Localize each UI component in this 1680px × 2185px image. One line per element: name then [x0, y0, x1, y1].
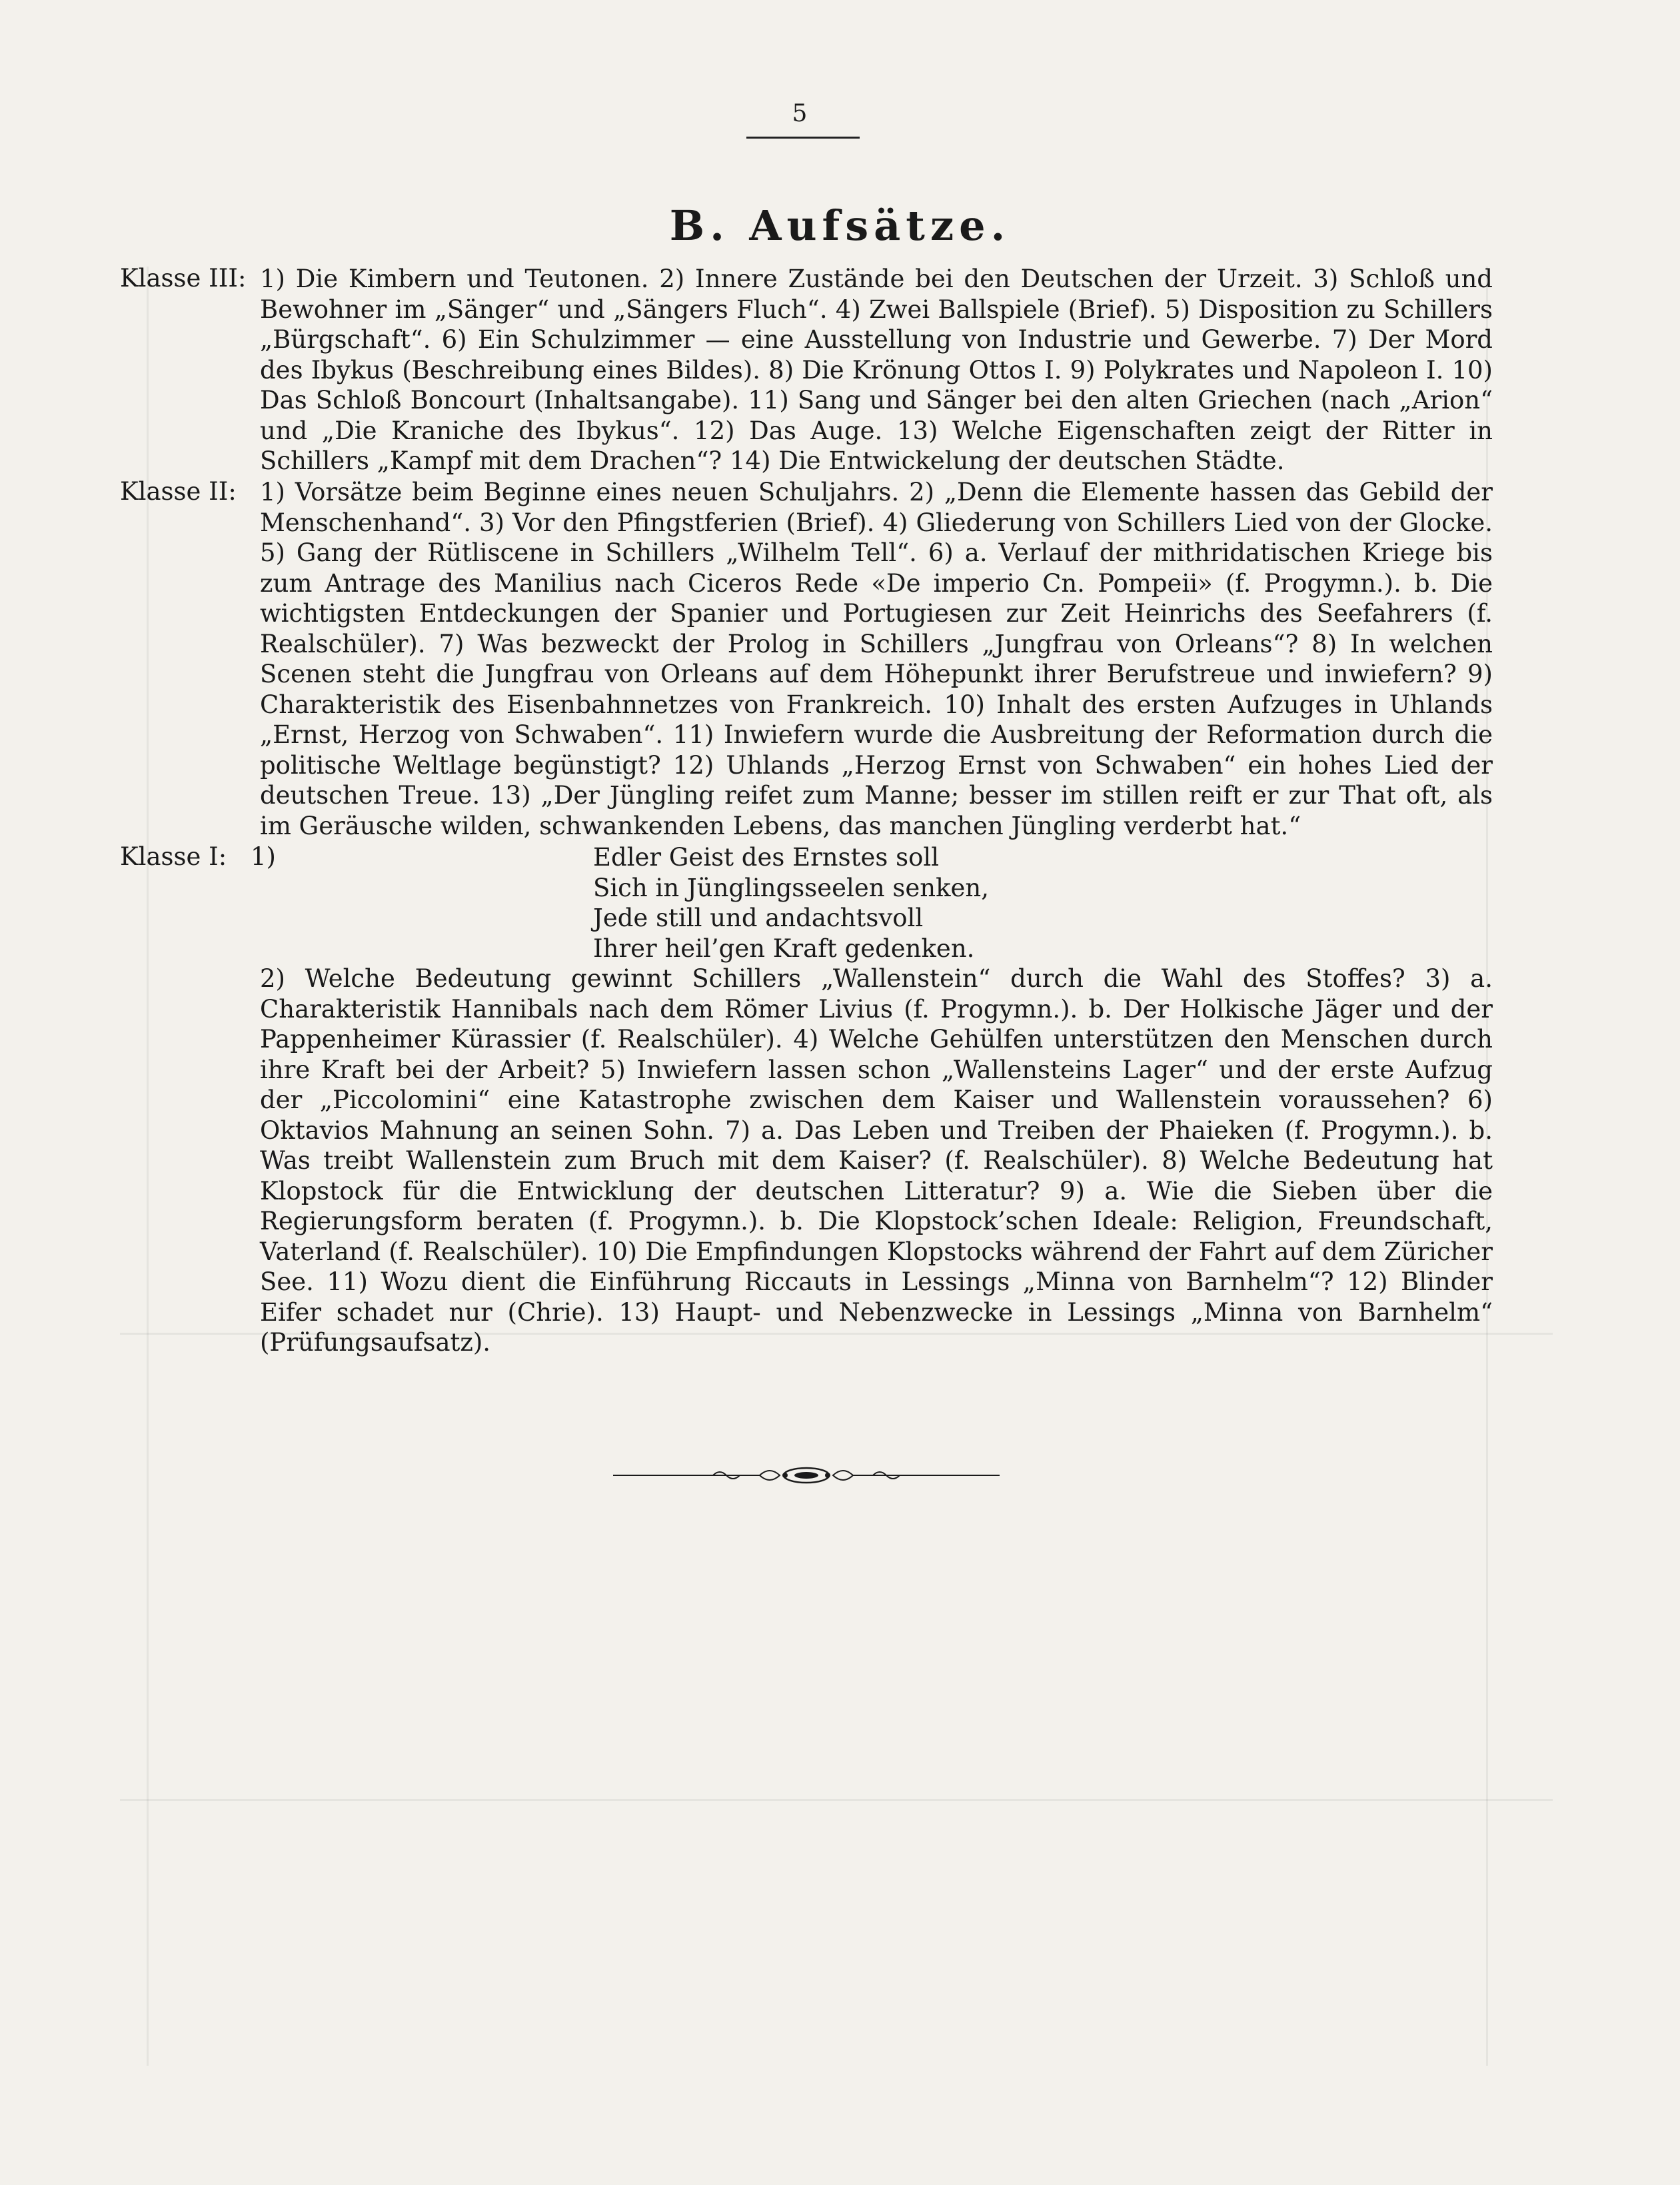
klasse-2-section [120, 477, 1493, 841]
klasse-label: Klasse III: [120, 264, 247, 293]
klasse-label-text: Klasse I: [120, 842, 227, 871]
poem-line: Sich in Jünglingsseelen senken, [593, 873, 989, 902]
section-title: B. Aufsätze. [669, 201, 1011, 250]
bleed-through-text [333, 160, 347, 205]
decorative-scroll-divider-icon [613, 1462, 1000, 1489]
poem-line: Ihrer heil’gen Kraft gedenken. [593, 934, 975, 963]
header-rule [746, 137, 860, 139]
poem-number: 1) [251, 842, 276, 871]
motto-poem [593, 842, 1493, 964]
poem-line: Jede still und andachtsvoll [593, 904, 924, 932]
klasse-1-section [120, 842, 1493, 1358]
klasse-label [120, 842, 276, 871]
klasse-topics: 1) Vorsätze beim Beginne eines neuen Schuljahrs. 2) „Denn die Elemente hassen das Gebild der Menschenhand“. 3) Vor den Pfingstferien (Brief). 4) Gliederung von Schillers Lied von der Glocke. 5) Gang der Rütliscene in Schillers „Wilhelm Tell“. 6) a. Verlauf der mithridatischen Kriege bis zum Antrage des Manilius nach Ciceros Rede «De imperio Cn. Pompeii» (f. Progymn.). b. Die wichtigsten Entdeckungen der Spanier und Portugiesen zur Zeit Heinrichs des Seefahrers (f. Realschüler). 7) Was bezweckt der Prolog in Schillers „Jungfrau von Orleans“? 8) In welchen Scenen steht die Jungfrau von Orleans auf dem Höhepunkt ihrer Berufstreue und inwiefern? 9) Charakteristik des Eisenbahnnetzes von Frankreich. 10) Inhalt des ersten Aufzuges in Uhlands „Ernst, Herzog von Schwaben“. 11) Inwiefern wurde die Ausbreitung der Reformation durch die politische Weltlage begünstigt? 12) Uhlands „Herzog Ernst von Schwaben“ ein hohes Lied der deutschen Treue. 13) „Der Jüngling reifet zum Manne; besser im stillen reift er zur That oft, als im Geräusche wilden, schwankenden Lebens, das manchen Jüngling verderbt hat.“ [260, 478, 1493, 840]
page-number: 5 [792, 100, 808, 127]
klasse-topics: 2) Welche Bedeutung gewinnt Schillers „Wallenstein“ durch die Wahl des Stoffes? 3) a. Charakteristik Hannibals nach dem Römer Livius (f. Progymn.). b. Der Holkische Jäger und der Pappenheimer Kürassier (f. Realschüler). 4) Welche Gehülfen unterstützen den Menschen durch ihre Kraft bei der Arbeit? 5) Inwiefern lassen schon „Wallensteins Lager“ und der erste Aufzug der „Piccolomini“ eine Katastrophe zwischen dem Kaiser und Wallenstein voraussehen? 6) Oktavios Mahnung an seinen Sohn. 7) a. Das Leben und Treiben der Phaieken (f. Progymn.). b. Was treibt Wallenstein zum Bruch mit dem Kaiser? (f. Realschüler). 8) Welche Bedeutung hat Klopstock für die Entwicklung der deutschen Litteratur? 9) a. Wie die Sieben über die Regierungsform beraten (f. Progymn.). b. Die Klopstock’schen Ideale: Religion, Freundschaft, Vaterland (f. Realschüler). 10) Die Empfindungen Klopstocks während der Fahrt auf dem Züricher See. 11) Wozu dient die Einführung Riccauts in Lessings „Minna von Barnhelm“? 12) Blinder Eifer schadet nur (Chrie). 13) Haupt- und Nebenzwecke in Lessings „Minna von Barnhelm“ (Prüfungsaufsatz). [260, 964, 1493, 1357]
klasse-3-section [120, 264, 1493, 476]
klasse-label: Klasse II: [120, 477, 237, 506]
bleed-through-rule [120, 1799, 1553, 1801]
klasse-topics: 1) Die Kimbern und Teutonen. 2) Innere Zustände bei den Deutschen der Urzeit. 3) Schloß und Bewohner im „Sänger“ und „Sängers Fluch“. 4) Zwei Ballspiele (Brief). 5) Disposition zu Schillers „Bürgschaft“. 6) Ein Schulzimmer — eine Ausstellung von Industrie und Gewerbe. 7) Der Mord des Ibykus (Beschreibung eines Bildes). 8) Die Krönung Ottos I. 9) Polykrates und Napoleon I. 10) Das Schloß Boncourt (Inhaltsangabe). 11) Sang und Sänger bei den alten Griechen (nach „Arion“ und „Die Kraniche des Ibykus“. 12) Das Auge. 13) Welche Eigenschaften zeigt der Ritter in Schillers „Kampf mit dem Drachen“? 14) Die Entwickelung der deutschen Städte. [260, 265, 1493, 475]
poem-line: Edler Geist des Ernstes soll [593, 843, 940, 872]
